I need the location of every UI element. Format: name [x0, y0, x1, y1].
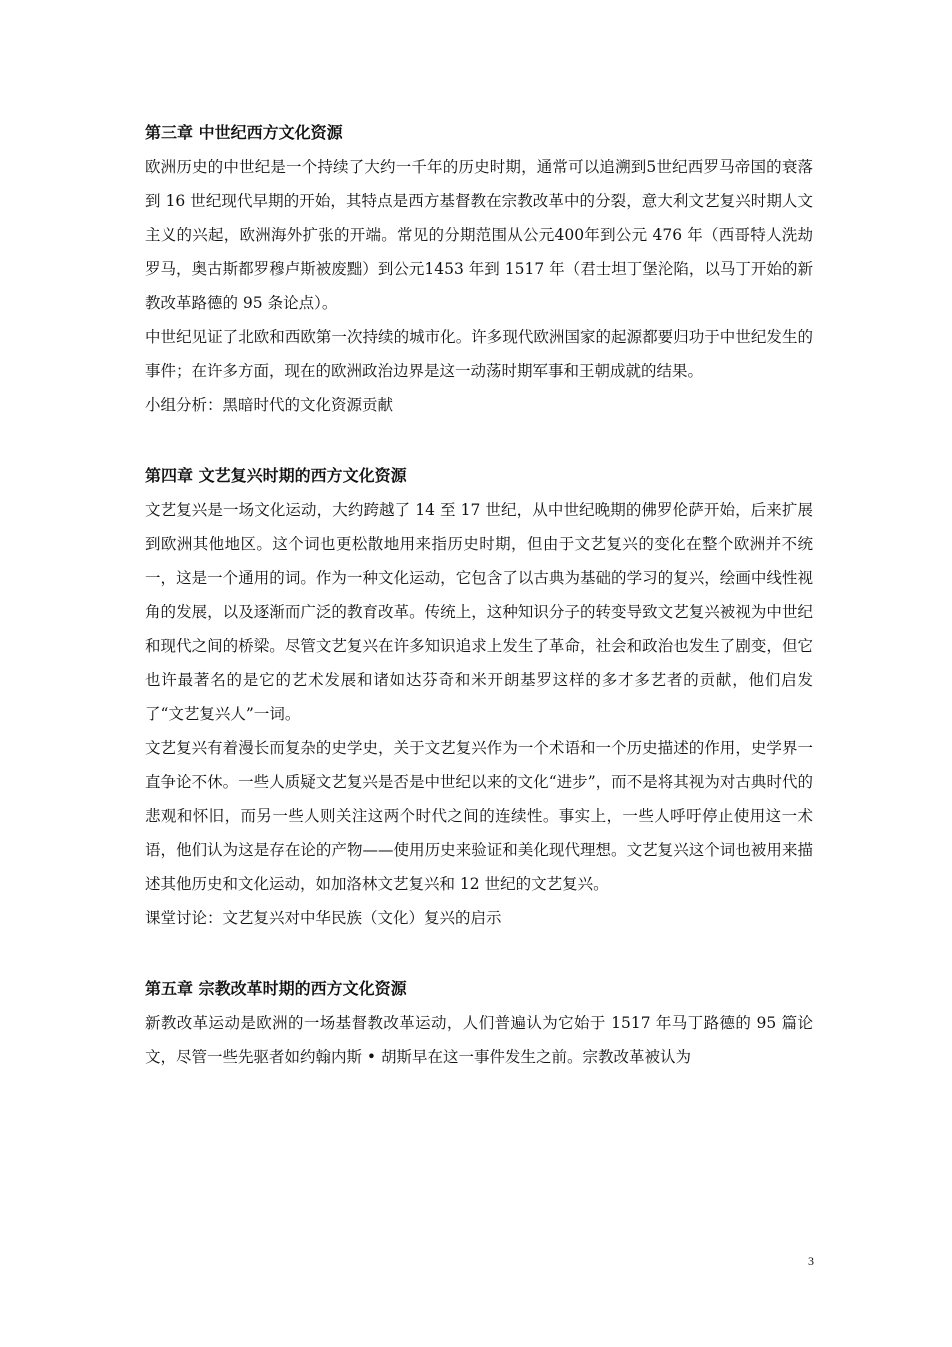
- chapter-5-title: 第五章 宗教改革时期的西方文化资源: [145, 979, 407, 998]
- chapter-3-group-analysis: 小组分析：黑暗时代的文化资源贡献: [145, 396, 394, 414]
- chapter-5-paragraph-1: 新教改革运动是欧洲的一场基督教改革运动，人们普遍认为它始于 1517 年马丁路德的 95 篇论文，尽管一些先驱者如约翰内斯 • 胡斯早在这一事件发生之前。宗教改革被认为: [145, 1014, 813, 1066]
- chapter-3-paragraph-2: 中世纪见证了北欧和西欧第一次持续的城市化。许多现代欧洲国家的起源都要归功于中世纪发生的事件；在许多方面，现在的欧洲政治边界是这一动荡时期军事和王朝成就的结果。: [145, 328, 813, 380]
- chapter-5: [145, 972, 813, 1074]
- chapter-3-title: 第三章 中世纪西方文化资源: [145, 123, 343, 142]
- chapter-4: [145, 459, 813, 935]
- chapter-4-class-discussion: 课堂讨论：文艺复兴对中华民族（文化）复兴的启示: [145, 909, 502, 927]
- chapter-4-title: 第四章 文艺复兴时期的西方文化资源: [145, 466, 407, 485]
- page-number: 3: [808, 1254, 814, 1268]
- chapter-3: [145, 116, 813, 422]
- chapter-4-paragraph-1: 文艺复兴是一场文化运动，大约跨越了 14 至 17 世纪，从中世纪晚期的佛罗伦萨开始，后来扩展到欧洲其他地区。这个词也更松散地用来指历史时期，但由于文艺复兴的变化在整个欧洲并不统一，这是一个通用的词。作为一种文化运动，它包含了以古典为基础的学习的复兴，绘画中线性视角的发展，以及逐渐而广泛的教育改革。传统上，这种知识分子的转变导致文艺复兴被视为中世纪和现代之间的桥梁。尽管文艺复兴在许多知识追求上发生了革命，社会和政治也发生了剧变，但它也许最著名的是它的艺术发展和诸如达芬奇和米开朗基罗这样的多才多艺者的贡献，他们启发了“文艺复兴人”一词。: [145, 501, 813, 723]
- document-page: [145, 116, 813, 1074]
- chapter-4-paragraph-2: 文艺复兴有着漫长而复杂的史学史，关于文艺复兴作为一个术语和一个历史描述的作用，史学界一直争论不休。一些人质疑文艺复兴是否是中世纪以来的文化“进步”，而不是将其视为对古典时代的悲观和怀旧，而另一些人则关注这两个时代之间的连续性。事实上，一些人呼吁停止使用这一术语，他们认为这是存在论的产物——使用历史来验证和美化现代理想。文艺复兴这个词也被用来描述其他历史和文化运动，如加洛林文艺复兴和 12 世纪的文艺复兴。: [145, 739, 813, 893]
- chapter-3-paragraph-1: 欧洲历史的中世纪是一个持续了大约一千年的历史时期，通常可以追溯到5世纪西罗马帝国的衰落到 16 世纪现代早期的开始，其特点是西方基督教在宗教改革中的分裂，意大利文艺复兴时期人文主义的兴起，欧洲海外扩张的开端。常见的分期范围从公元400年到公元 476 年（西哥特人洗劫罗马，奥古斯都罗穆卢斯被废黜）到公元1453 年到 1517 年（君士坦丁堡沦陷，以马丁开始的新教改革路德的 95 条论点）。: [145, 158, 813, 312]
